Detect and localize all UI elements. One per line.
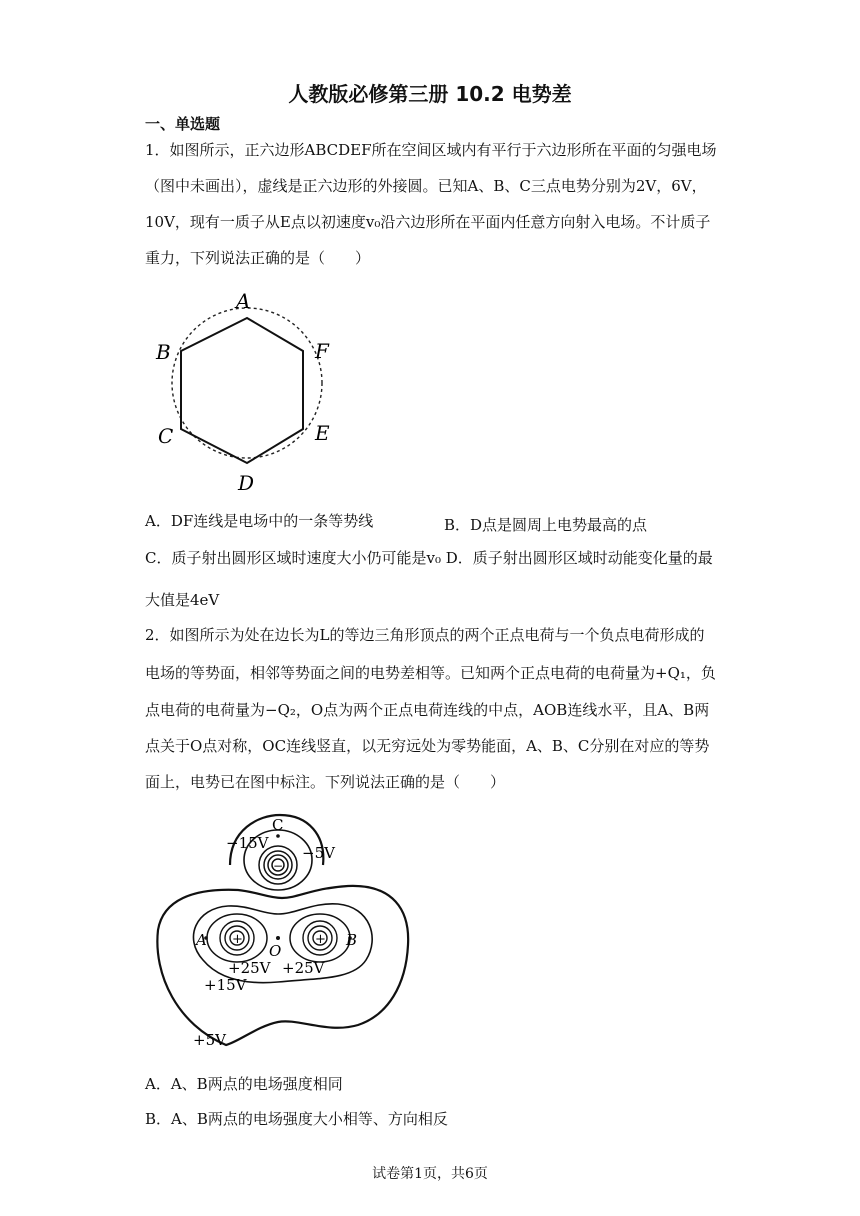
label-O: O bbox=[269, 942, 282, 960]
positive-sign-right: + bbox=[315, 932, 326, 947]
question-1-line-1: 1．如图所示，正六边形ABCDEF所在空间区域内有平行于六边形所在平面的匀强电场 bbox=[145, 141, 717, 159]
negative-sign: − bbox=[273, 859, 284, 873]
label-plus-25v-left: +25V bbox=[228, 959, 271, 977]
label-minus-5v: −5V bbox=[302, 844, 335, 862]
question-2-line-3: 点电荷的电荷量为−Q₂，O点为两个正点电荷连线的中点，AOB连线水平，且A、B两 bbox=[145, 701, 710, 719]
q1-option-b: B．D点是圆周上电势最高的点 bbox=[444, 516, 648, 534]
q1-option-a: A．DF连线是电场中的一条等势线 bbox=[145, 512, 374, 530]
question-2-line-1: 2．如图所示为处在边长为L的等边三角形顶点的两个正点电荷与一个负点电荷形成的 bbox=[145, 626, 705, 644]
point-C bbox=[276, 834, 280, 838]
q1-option-c-d: C．质子射出圆形区域时速度大小仍可能是v₀ D．质子射出圆形区域时动能变化量的最 bbox=[145, 549, 713, 567]
question-2-line-5: 面上，电势已在图中标注。下列说法正确的是（ ） bbox=[145, 773, 506, 791]
label-A: A bbox=[196, 931, 207, 949]
label-plus-5v: +5V bbox=[193, 1031, 226, 1049]
question-1-line-3: 10V，现有一质子从E点以初速度v₀沿六边形所在平面内任意方向射入电场。不计质子 bbox=[145, 213, 711, 231]
q1-option-d-cont: 大值是4eV bbox=[145, 591, 220, 609]
label-F: F bbox=[315, 339, 329, 363]
label-plus-15v: +15V bbox=[204, 976, 247, 994]
label-C: C bbox=[272, 816, 284, 834]
label-B: B bbox=[346, 931, 358, 949]
point-O bbox=[276, 936, 280, 940]
question-2-line-2: 电场的等势面，相邻等势面之间的电势差相等。已知两个正点电荷的电荷量为+Q₁，负 bbox=[145, 664, 716, 682]
hexagon-figure bbox=[150, 285, 350, 495]
equipotential-figure bbox=[148, 810, 418, 1060]
q2-option-b: B．A、B两点的电场强度大小相等、方向相反 bbox=[145, 1110, 448, 1128]
label-plus-25v-right: +25V bbox=[282, 959, 325, 977]
page-title: 人教版必修第三册 10.2 电势差 bbox=[288, 82, 572, 106]
label-minus-15v: −15V bbox=[226, 834, 269, 852]
label-A: A bbox=[236, 289, 251, 313]
section-heading: 一、单选题 bbox=[145, 115, 221, 133]
question-1-line-4: 重力，下列说法正确的是（ ） bbox=[145, 249, 371, 267]
positive-sign-left: + bbox=[232, 932, 243, 947]
question-2-line-4: 点关于O点对称，OC连线竖直，以无穷远处为零势能面，A、B、C分别在对应的等势 bbox=[145, 737, 710, 755]
label-E: E bbox=[315, 421, 330, 445]
question-1-line-2: （图中未画出），虚线是正六边形的外接圆。已知A、B、C三点电势分别为2V，6V， bbox=[145, 177, 707, 195]
q2-option-a: A．A、B两点的电场强度相同 bbox=[145, 1075, 343, 1093]
label-C: C bbox=[158, 424, 174, 448]
page-footer: 试卷第1页，共6页 bbox=[372, 1166, 488, 1182]
label-D: D bbox=[238, 471, 255, 495]
label-B: B bbox=[156, 340, 171, 364]
